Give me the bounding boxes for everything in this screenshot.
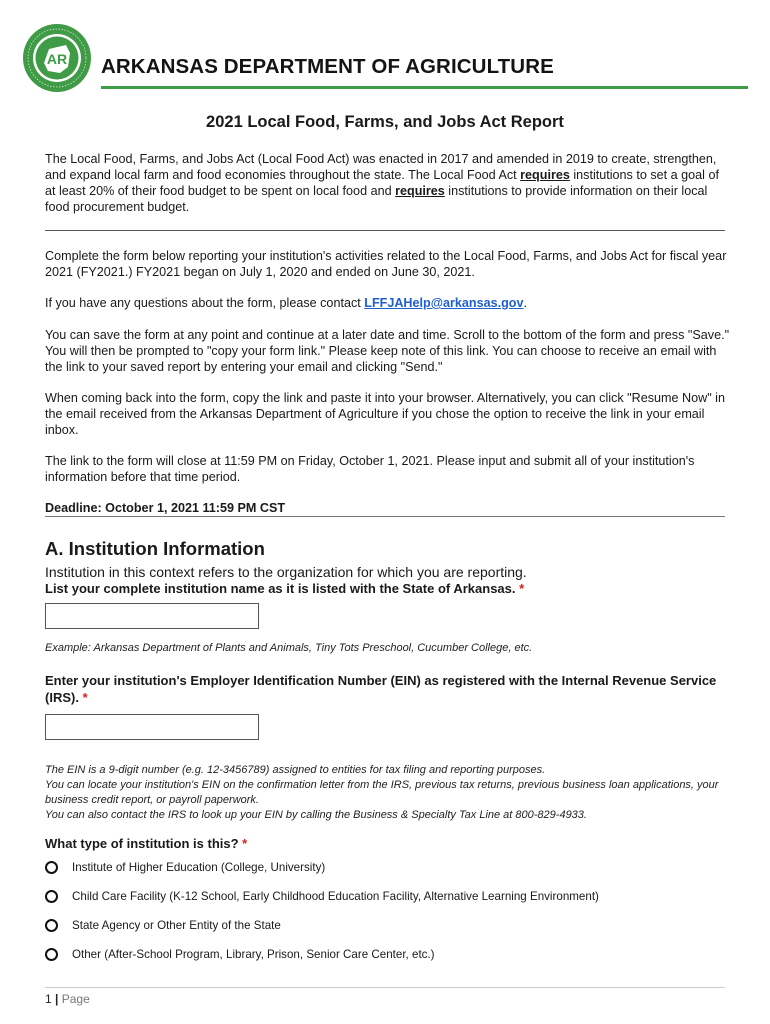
requires-emphasis: requires [395,184,445,198]
institution-name-example: Example: Arkansas Department of Plants and Animals, Tiny Tots Preschool, Cucumber College, etc. [45,642,533,654]
institution-type-label: What type of institution is this? * [45,836,248,851]
radio-button[interactable] [45,861,58,874]
contact-paragraph: If you have any questions about the form, please contact LFFJAHelp@arkansas.gov. [45,296,528,310]
institution-type-option[interactable]: Child Care Facility (K-12 School, Early Childhood Education Facility, Alternative Learning Environment) [45,888,599,904]
svg-text:AR: AR [46,51,68,67]
institution-type-option[interactable]: Institute of Higher Education (College, University) [45,859,325,875]
ein-input[interactable] [45,714,259,740]
page-number: 1 [45,992,52,1006]
closing-notice-paragraph: The link to the form will close at 11:59 PM on Friday, October 1, 2021. Please input and submit all of your institution's information before that time period. [45,454,695,484]
institution-type-option[interactable]: State Agency or Other Entity of the State [45,917,281,933]
agency-name: ARKANSAS DEPARTMENT OF AGRICULTURE [101,55,554,78]
ein-label: Enter your institution's Employer Identification Number (EIN) as registered with the Internal Revenue Service (IRS). * [45,673,717,705]
agency-seal-logo [22,23,92,93]
page-footer: 1 | Page [45,992,90,1006]
save-instructions-paragraph: You can save the form at any point and continue at a later date and time. Scroll to the bottom of the form and press "Save." You will then be prompted to "copy your form link." Please keep note of this link. You can choose to receive an email with the link to your saved report by entering your email and clicking "Send." [45,328,730,374]
section-divider [45,230,725,231]
instructions-paragraph-1: Complete the form below reporting your institution's activities related to the Local Food, Farms, and Jobs Act for fiscal year 2021 (FY2021.) FY2021 began on July 1, 2020 and ended on June 30, 2021. [45,249,727,279]
page-label: Page [61,992,90,1006]
footer-divider [45,987,725,988]
required-asterisk: * [82,690,88,705]
section-heading: A. Institution Information [45,538,265,559]
section-divider [45,516,725,517]
required-asterisk: * [519,581,525,596]
radio-button[interactable] [45,919,58,932]
requires-emphasis: requires [520,168,570,182]
resume-instructions-paragraph: When coming back into the form, copy the link and paste it into your browser. Alternatively, you can click "Resume Now" in the email received from the Arkansas Department of Agriculture if you chose the option to receive the link in your email inbox. [45,391,725,437]
header-divider [101,86,748,89]
contact-email-link[interactable]: LFFJAHelp@arkansas.gov [364,296,524,310]
radio-button[interactable] [45,890,58,903]
page-title: 2021 Local Food, Farms, and Jobs Act Report [206,113,564,131]
deadline: Deadline: October 1, 2021 11:59 PM CST [45,501,286,515]
ein-help-text: The EIN is a 9-digit number (e.g. 12-3456789) assigned to entities for tax filing and reporting purposes. You can locate your institution's EIN on the confirmation letter from the IRS, previous tax returns, previous business loan applications, your business credit report, or payroll paperwork. You can also contact the IRS to look up your EIN by calling the Business & Specialty Tax Line at 800-829-4933. [45,764,719,821]
intro-paragraph: The Local Food, Farms, and Jobs Act (Local Food Act) was enacted in 2017 and amended in 2019 to create, strengthen, and expand local farm and food economies throughout the state. The Local Food Act requires institutions to set a goal of at least 20% of their food budget to be spent on local food and requires institutions to provide information on their local food procurement budget. [45,152,719,214]
radio-button[interactable] [45,948,58,961]
institution-type-option[interactable]: Other (After-School Program, Library, Prison, Senior Care Center, etc.) [45,946,435,962]
institution-name-input[interactable] [45,603,259,629]
institution-name-label: List your complete institution name as it is listed with the State of Arkansas. * [45,581,525,596]
required-asterisk: * [242,836,248,851]
section-subtitle: Institution in this context refers to the organization for which you are reporting. [45,564,527,580]
